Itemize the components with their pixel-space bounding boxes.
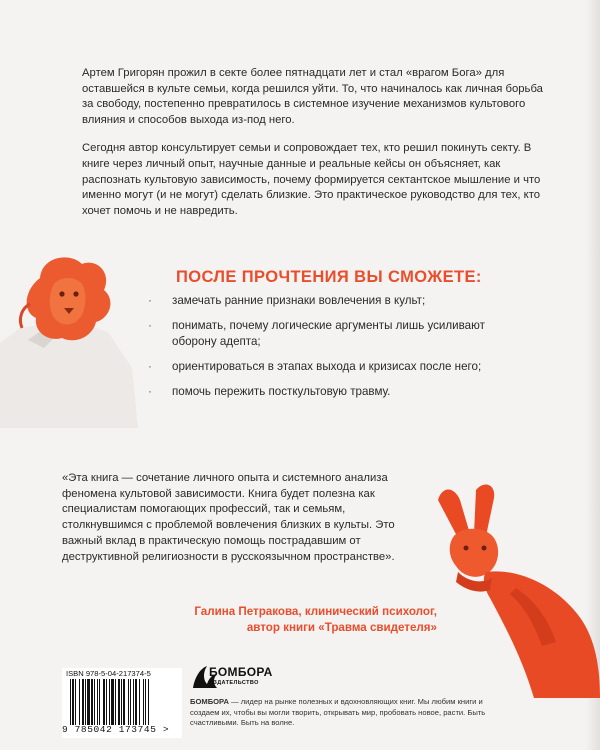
lion-eye xyxy=(59,291,64,296)
barcode-bar xyxy=(130,679,131,725)
isbn-barcode xyxy=(62,668,182,738)
bullet-dot: · xyxy=(148,319,152,332)
barcode-bar xyxy=(133,679,134,725)
barcode-bar xyxy=(79,679,80,725)
isbn-number: ISBN 978-5-04-217374-5 xyxy=(66,669,151,678)
hare-eye xyxy=(482,546,487,551)
lion-eye xyxy=(73,291,78,296)
attribution-line: автор книги «Травма свидетеля» xyxy=(246,621,437,634)
publisher-name: БОМБОРА xyxy=(190,697,229,706)
barcode-bar xyxy=(148,679,149,725)
attribution-line: Галина Петракова, клинический психолог, xyxy=(194,605,437,618)
list-item xyxy=(146,293,516,309)
hare-figure-illustration xyxy=(424,478,600,698)
barcode-bar xyxy=(145,679,146,725)
barcode-bars xyxy=(70,679,178,725)
benefits-list xyxy=(146,293,516,409)
barcode-bar xyxy=(85,679,86,725)
barcode-bar xyxy=(103,679,105,725)
barcode-bar xyxy=(97,679,98,725)
list-item xyxy=(146,359,516,375)
barcode-bar xyxy=(139,679,140,725)
barcode-bar xyxy=(135,679,137,725)
barcode-bar xyxy=(87,679,90,725)
barcode-bar xyxy=(72,679,74,725)
bullet-dot: · xyxy=(148,294,152,307)
publisher-description xyxy=(190,697,490,729)
barcode-bar xyxy=(75,679,76,725)
barcode-bar xyxy=(111,679,114,725)
barcode-bar xyxy=(115,679,116,725)
benefit-text: замечать ранние признаки вовлечения в культ; xyxy=(172,294,426,307)
barcode-bar xyxy=(118,679,120,725)
benefit-text: ориентироваться в этапах выхода и кризисах после него; xyxy=(172,360,482,373)
publisher-logo-subtitle: ИЗДАТЕЛЬСТВО xyxy=(209,680,259,686)
lion-figure-illustration xyxy=(0,248,140,428)
review-quote: «Эта книга — сочетание личного опыта и системного анализа феномена культовой зависимости. Книга будет полезна как специалистам помогающих профессий, так и семьям, столкнувшимся с проблемой вовлечения близких в культы. Это важный вклад в практическую помощь пострадавшим от деструктивной религиозности в русскоязычном пространстве». xyxy=(62,472,395,563)
barcode-bar xyxy=(91,679,93,725)
hare-eye xyxy=(464,546,469,551)
barcode-bar xyxy=(94,679,95,725)
barcode-bar xyxy=(143,679,144,725)
intro-paragraph: Артем Григорян прожил в секте более пятнадцати лет и стал «врагом Бога» для оставшейся в культе семьи, когда решился уйти. То, что начиналось как личная борьба за свободу, постепенно превратилось в системное изучение механизмов культового влияния и способов выхода из-под него. xyxy=(82,67,543,126)
publisher-logo-name: БОМБОРА xyxy=(209,665,273,679)
list-item xyxy=(146,384,516,400)
barcode-bar xyxy=(123,679,125,725)
barcode-bar xyxy=(70,679,71,725)
bullet-dot: · xyxy=(148,385,152,398)
barcode-bar xyxy=(99,679,100,725)
intro-paragraph: Сегодня автор консультирует семьи и сопровождает тех, кто решил покинуть секту. В книге через личный опыт, научные данные и реальные кейсы он объясняет, как распознать культовую зависимость, почему формируется сектантское мышление и что именно могут (и не могут) сделать близкие. Это практическое руководство для тех, кто хочет помочь и не навредить. xyxy=(82,142,541,217)
bullet-dot: · xyxy=(148,360,152,373)
barcode-bar xyxy=(128,679,129,725)
list-item xyxy=(146,318,516,350)
review-attribution xyxy=(194,604,437,636)
benefit-text: помочь пережить посткультовую травму. xyxy=(172,385,391,398)
barcode-bar xyxy=(121,679,122,725)
benefits-heading: ПОСЛЕ ПРОЧТЕНИЯ ВЫ СМОЖЕТЕ: xyxy=(176,268,482,286)
barcode-digits: 9 785042 173745 > xyxy=(62,724,170,735)
hare-ear xyxy=(474,484,494,536)
publisher-text: — лидер на рынке полезных и вдохновляющих книг. Мы любим книги и создаем их, чтобы вы могли творить, открывать мир, пробовать новое, расти. Быть счастливыми. Быть на волне. xyxy=(190,697,486,727)
barcode-bar xyxy=(109,679,110,725)
intro-text xyxy=(82,66,552,232)
benefit-text: понимать, почему логические аргументы лишь усиливают оборону адепта; xyxy=(172,319,485,348)
barcode-bar xyxy=(82,679,84,725)
barcode-bar xyxy=(106,679,107,725)
hare-head xyxy=(450,529,498,577)
